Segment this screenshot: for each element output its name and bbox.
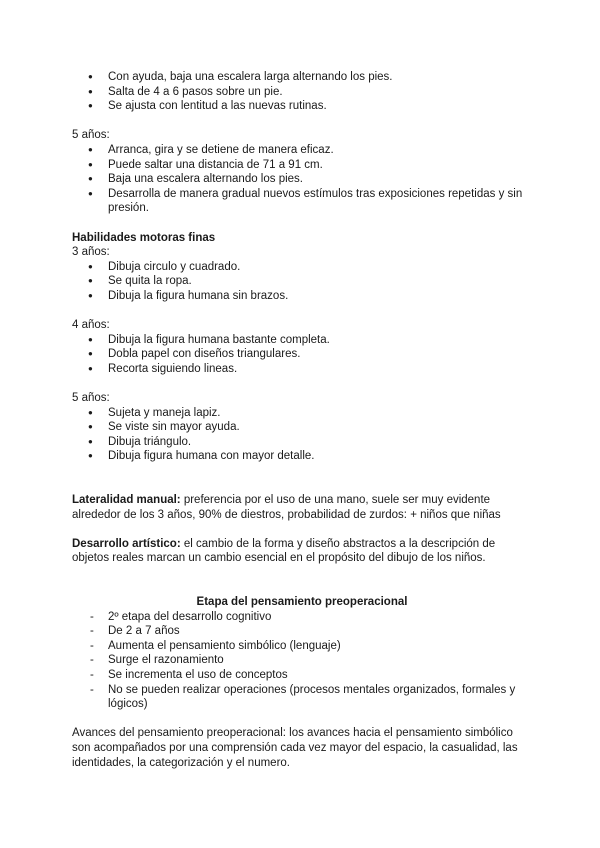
list-item: ● Dibuja triángulo. xyxy=(72,435,532,450)
list-item: ● Sujeta y maneja lapiz. xyxy=(72,406,532,421)
artistic-text: el cambio de la forma y diseño abstractos a la descripción de objetos reales marcan un cambio esencial en el propósito del dibujo de los niños. xyxy=(72,537,496,565)
list-item: - Se incrementa el uso de conceptos xyxy=(72,668,532,683)
list-item: ● Se quita la ropa. xyxy=(72,274,532,289)
list-item: - 2º etapa del desarrollo cognitivo xyxy=(72,610,532,625)
list-item: - No se pueden realizar operaciones (procesos mentales organizados, formales y lógicos) xyxy=(72,683,532,712)
laterality-text: preferencia por el uso de una mano, suele ser muy evidente alrededor de los 3 años, 90% de diestros, probabilidad de zurdos: + niños que niñas xyxy=(72,494,501,521)
preop-heading: Etapa del pensamiento preoperacional xyxy=(196,596,408,608)
artistic-term: Desarrollo artístico: xyxy=(72,537,181,550)
fine-motor-4-list xyxy=(72,333,532,377)
list-item: ● Dibuja circulo y cuadrado. xyxy=(72,260,532,275)
fine-motor-heading: Habilidades motoras finas xyxy=(72,231,216,244)
list-item: ● Puede saltar una distancia de 71 a 91 cm. xyxy=(72,158,532,173)
fine-motor-3-list xyxy=(72,260,532,304)
list-item: - Aumenta el pensamiento simbólico (lenguaje) xyxy=(72,639,532,654)
list-item: ● Salta de 4 a 6 pasos sobre un pie. xyxy=(72,85,532,100)
list-item: ● Dibuja figura humana con mayor detalle. xyxy=(72,449,532,464)
fine-age-label-5: 5 años: xyxy=(72,392,110,405)
list-item: ● Se viste sin mayor ayuda. xyxy=(72,420,532,435)
gross-motor-4-list xyxy=(72,70,532,114)
laterality-term: Lateralidad manual: xyxy=(72,494,181,507)
list-item: ● Se ajusta con lentitud a las nuevas rutinas. xyxy=(72,99,532,114)
laterality-paragraph xyxy=(72,493,532,522)
artistic-paragraph xyxy=(72,537,532,566)
list-item: ● Arranca, gira y se detiene de manera eficaz. xyxy=(72,143,532,158)
list-item: ● Dibuja la figura humana sin brazos. xyxy=(72,289,532,304)
age-label-5: 5 años: xyxy=(72,129,110,142)
list-item: ● Recorta siguiendo lineas. xyxy=(72,362,532,377)
document-page xyxy=(72,70,532,770)
list-item: ● Baja una escalera alternando los pies. xyxy=(72,172,532,187)
list-item: - Surge el razonamiento xyxy=(72,653,532,668)
fine-age-label-3: 3 años: xyxy=(72,246,110,259)
fine-age-label-4: 4 años: xyxy=(72,319,110,332)
gross-motor-5-list xyxy=(72,143,532,216)
preop-paragraph: Avances del pensamiento preoperacional: los avances hacia el pensamiento simbólico son acompañados por una comprensión cada vez mayor del espacio, la casualidad, las identidades, la categorización y el numero. xyxy=(72,727,518,769)
list-item: ● Dibuja la figura humana bastante completa. xyxy=(72,333,532,348)
preop-list xyxy=(72,610,532,712)
list-item: ● Con ayuda, baja una escalera larga alternando los pies. xyxy=(72,70,532,85)
list-item: ● Dobla papel con diseños triangulares. xyxy=(72,347,532,362)
fine-motor-5-list xyxy=(72,406,532,464)
list-item: ● Desarrolla de manera gradual nuevos estímulos tras exposiciones repetidas y sin presión. xyxy=(72,187,532,216)
list-item: - De 2 a 7 años xyxy=(72,624,532,639)
